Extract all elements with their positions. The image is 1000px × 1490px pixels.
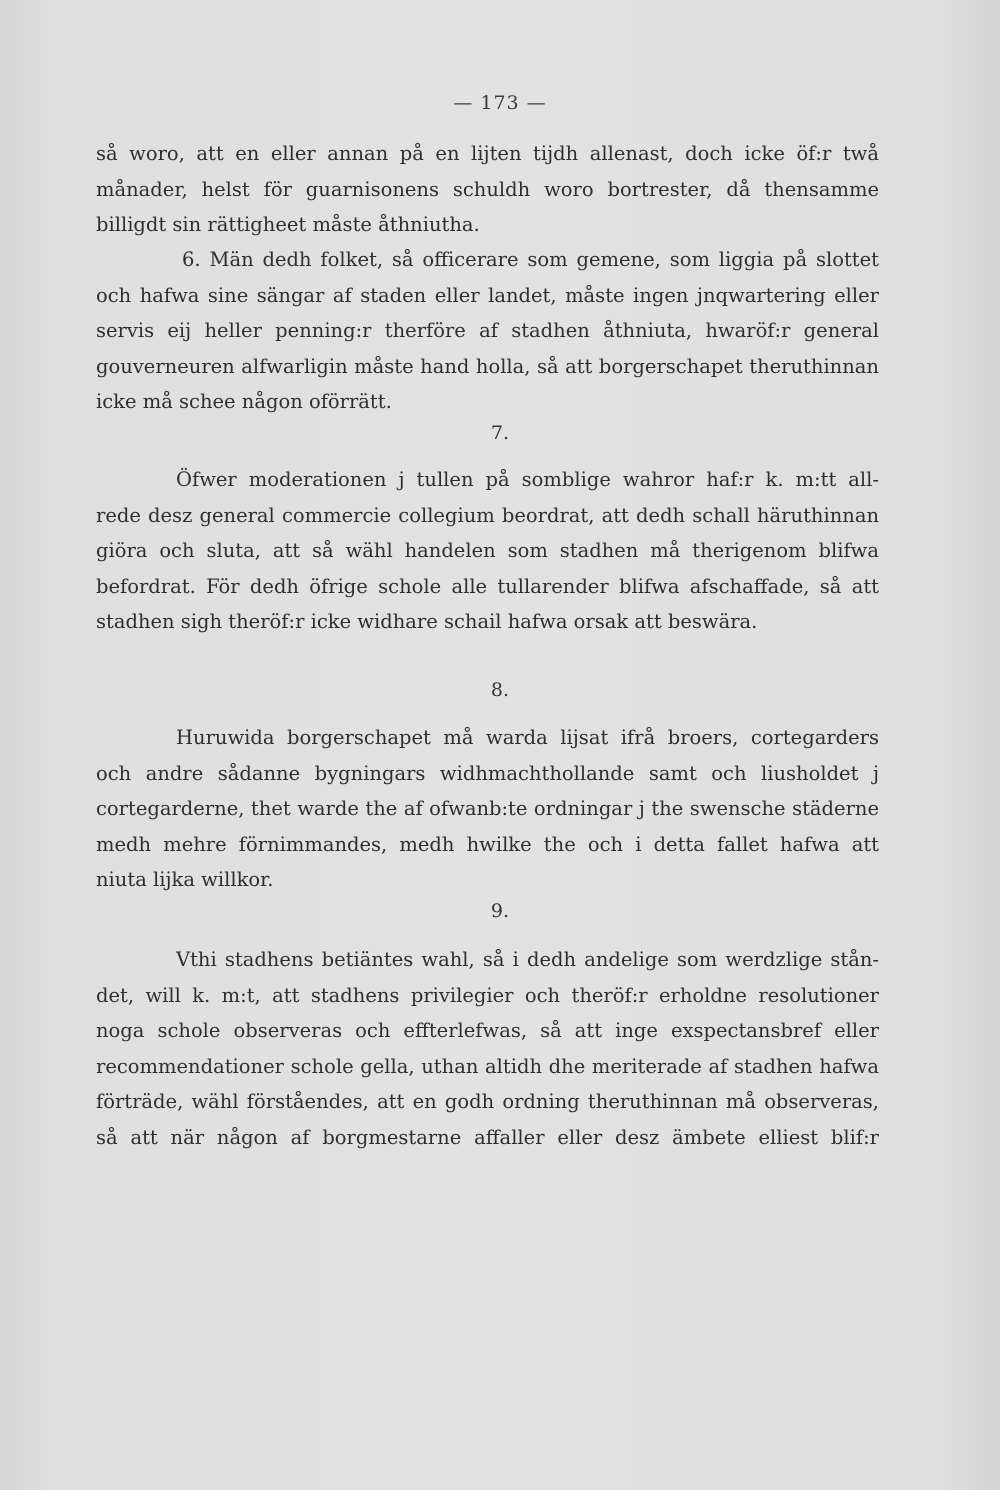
paragraph-line: cortegarderne, thet warde the af ofwanb:te ordningar j the swensche städerne xyxy=(96,797,879,821)
section-number-7: 7. xyxy=(490,422,510,444)
paragraph-line: stadhen sigh theröf:r icke widhare schail hafwa orsak att beswära. xyxy=(96,610,758,634)
paragraph-5 xyxy=(96,942,879,1156)
paragraph-1 xyxy=(96,136,879,243)
paragraph-line: förträde, wähl förståendes, att en godh ordning theruthinnan må observeras, xyxy=(96,1090,879,1114)
paragraph-line: Vthi stadhens betiäntes wahl, så i dedh andelige som werdzlige stån- xyxy=(176,948,879,971)
paragraph-line: Öfwer moderationen j tullen på somblige wahror haf:r k. m:tt all- xyxy=(176,468,879,491)
paragraph-line: och andre sådanne bygningars widhmachthollande samt och liusholdet j xyxy=(96,761,879,785)
section-number-9: 9. xyxy=(490,900,510,922)
paragraph-line: Huruwida borgerschapet må warda lijsat ifrå broers, cortegarders xyxy=(176,726,879,749)
paragraph-line: servis eij heller penning:r therföre af stadhen åthniuta, hwaröf:r general xyxy=(96,319,879,343)
paragraph-line: det, will k. m:t, att stadhens privilegier och theröf:r erholdne resolutioner xyxy=(96,983,879,1007)
paragraph-line: recommendationer schole gella, uthan altidh dhe meriterade af stadhen hafwa xyxy=(96,1054,879,1078)
paragraph-line: månader, helst för guarnisonens schuldh woro bortrester, då thensamme xyxy=(96,177,879,201)
paragraph-line: rede desz general commercie collegium beordrat, att dedh schall häruthinnan xyxy=(96,503,879,527)
paragraph-line: och hafwa sine sängar af staden eller landet, måste ingen jnqwartering eller xyxy=(96,283,879,307)
paragraph-line: niuta lijka willkor. xyxy=(96,868,274,892)
paragraph-line: befordrat. För dedh öfrige schole alle tullarender blifwa afschaffade, så att xyxy=(96,574,879,598)
paragraph-line: billigdt sin rättigheet måste åthniutha. xyxy=(96,213,480,237)
paragraph-line: noga schole observeras och effterlefwas, så att inge exspectansbref eller xyxy=(96,1019,879,1043)
paragraph-line: 6. Män dedh folket, så officerare som gemene, som liggia på slottet xyxy=(182,248,879,271)
paragraph-line: medh mehre förnimmandes, medh hwilke the och i detta fallet hafwa att xyxy=(96,832,879,856)
section-number-8: 8. xyxy=(490,679,510,701)
paragraph-line: icke må schee någon oförrätt. xyxy=(96,390,392,414)
paragraph-line: så woro, att en eller annan på en lijten tijdh allenast, doch icke öf:r twå xyxy=(96,142,879,165)
paragraph-4 xyxy=(96,720,879,898)
paragraph-line: så att när någon af borgmestarne affaller eller desz ämbete elliest blif:r xyxy=(96,1125,879,1149)
page-number: — 173 — xyxy=(453,92,547,114)
paragraph-3 xyxy=(96,462,879,640)
paragraph-2 xyxy=(96,242,879,420)
paragraph-line: gouverneuren alfwarligin måste hand holla, så att borgerschapet theruthinnan xyxy=(96,354,879,378)
paragraph-line: giöra och sluta, att så wähl handelen som stadhen må therigenom blifwa xyxy=(96,539,879,563)
